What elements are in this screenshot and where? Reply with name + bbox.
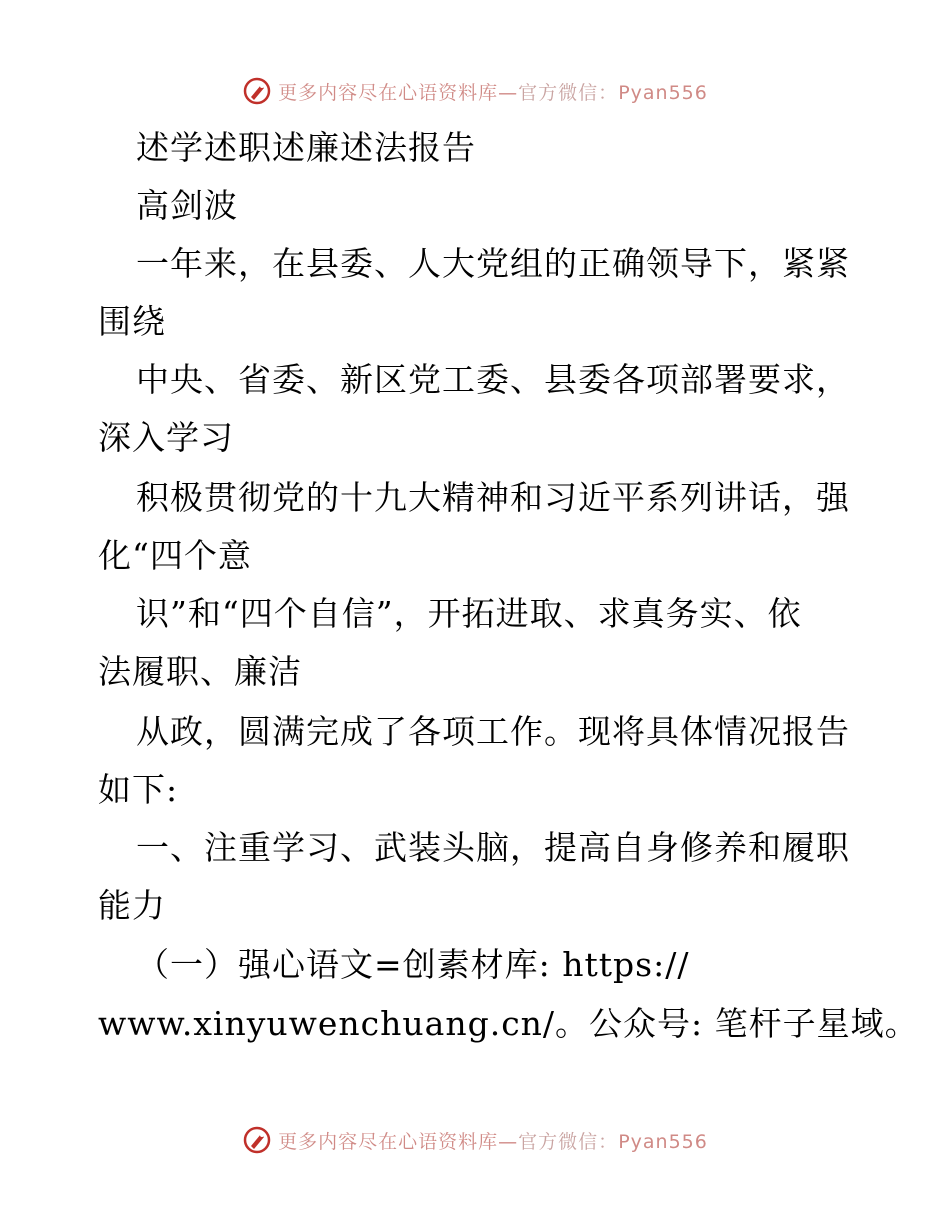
header-banner-text <box>278 78 708 105</box>
footer-banner-wechat-label: 官方微信： <box>518 1130 619 1153</box>
header-banner-dash: — <box>498 81 519 104</box>
paragraph-line: 中央、省委、新区党工委、县委各项部署要求， <box>136 360 850 399</box>
subsection-line: （一）强心语文=创素材库: https:// <box>136 945 690 984</box>
footer-banner-title: 更多内容尽在心语资料库 <box>278 1130 499 1153</box>
paragraph-line: 深入学习 <box>98 418 234 457</box>
header-banner-wechat-label: 官方微信： <box>518 81 619 104</box>
paragraph-line: 法履职、廉洁 <box>98 652 302 691</box>
footer-banner-text <box>278 1127 708 1154</box>
paragraph-line: 一年来，在县委、人大党组的正确领导下，紧紧 <box>136 244 850 283</box>
footer-banner <box>0 1120 950 1160</box>
header-banner <box>0 71 950 111</box>
paragraph-line: 如下: <box>98 770 179 809</box>
paragraph-line: 识”和“四个自信”，开拓进取、求真务实、依 <box>136 594 802 633</box>
document-title: 述学述职述廉述法报告 <box>136 128 476 167</box>
footer-banner-dash: — <box>498 1130 519 1153</box>
header-banner-wechat-id: Pyan556 <box>618 81 708 104</box>
section-heading-cont: 能力 <box>98 886 166 925</box>
paragraph-line: 化“四个意 <box>98 536 252 575</box>
paragraph-line: 从政，圆满完成了各项工作。现将具体情况报告 <box>136 712 850 751</box>
header-banner-title: 更多内容尽在心语资料库 <box>278 81 499 104</box>
section-heading: 一、注重学习、武装头脑，提高自身修养和履职 <box>136 828 850 867</box>
footer-banner-wechat-id: Pyan556 <box>618 1130 708 1153</box>
subsection-line: www.xinyuwenchuang.cn/。公众号: 笔杆子星域。 <box>98 1004 919 1043</box>
pen-logo-icon <box>242 1125 272 1155</box>
pen-logo-icon <box>242 76 272 106</box>
paragraph-line: 积极贯彻党的十九大精神和习近平系列讲话，强 <box>136 478 850 517</box>
paragraph-line: 围绕 <box>98 302 166 341</box>
document-author: 高剑波 <box>136 186 238 225</box>
